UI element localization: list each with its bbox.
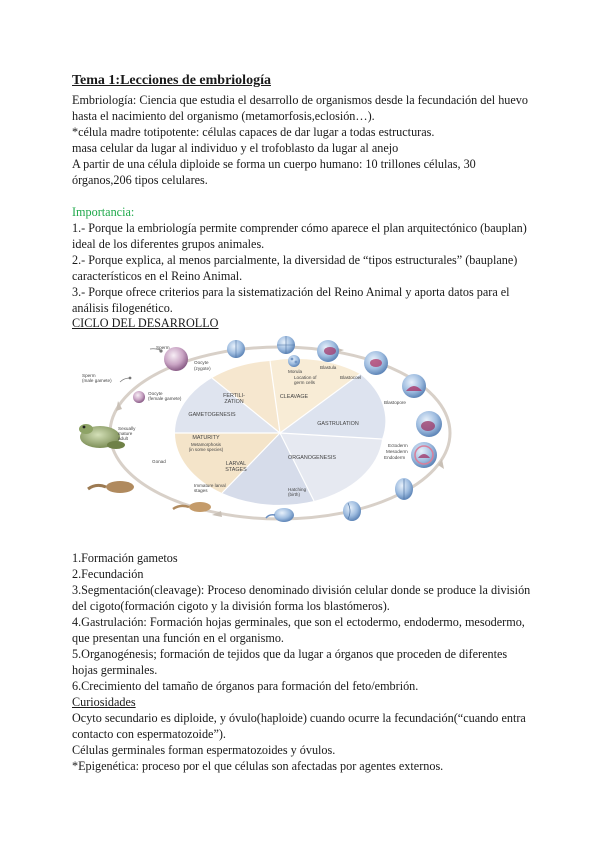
label-immature-2: stages <box>194 488 208 493</box>
label-cleavage: CLEAVAGE <box>279 394 309 400</box>
label-fertilization-2: ZATION <box>224 399 244 405</box>
development-cycle-diagram <box>72 331 504 531</box>
curiosidades-line: contacto con espermatozoide”). <box>72 727 226 741</box>
step-item: 6.Crecimiento del tamaño de órganos para formación del feto/embrión. <box>72 679 419 693</box>
label-organogenesis: ORGANOGENESIS <box>288 455 336 461</box>
blastula-image <box>317 340 339 362</box>
intro-line: Embriología: Ciencia que estudia el desarrollo de organismos desde la fecundación del huevo <box>72 93 528 107</box>
intro-line: A partir de una célula diploide se forma un cuerpo humano: 10 trillones células, 30 <box>72 157 476 171</box>
label-morula: Morula <box>288 369 303 374</box>
intro-line: masa celular da lugar al individuo y el trofoblasto da lugar al anejo <box>72 141 399 155</box>
label-germ-cells-1: Location of <box>294 375 317 380</box>
label-oocyte-female-2: (female gamete) <box>148 396 182 401</box>
step-item: 3.Segmentación(cleavage): Proceso denominado división celular donde se produce la división <box>72 583 531 597</box>
step-item: que presentan una función en el organismo. <box>72 631 284 645</box>
curiosidades-heading: Curiosidades <box>72 695 136 709</box>
label-metamorphosis-note: (in some species) <box>188 447 224 452</box>
label-hatching-1: Hatching <box>288 487 307 492</box>
ciclo-heading: CICLO DEL DESARROLLO <box>72 316 219 330</box>
importancia-line: característicos en el Reino Animal. <box>72 269 243 283</box>
intro-line: órganos,206 tipos celulares. <box>72 173 208 187</box>
label-sperm-male-1: Sperm <box>82 373 96 378</box>
label-germ-cells-2: germ cells <box>294 380 315 385</box>
cleavage-embryo-image <box>277 336 295 354</box>
germ-layers-embryo-image <box>411 442 437 468</box>
label-adult-3: adult <box>118 436 128 441</box>
page-title: Tema 1:Lecciones de embriología <box>72 73 271 88</box>
label-sperm: Sperm <box>156 345 170 350</box>
label-adult-2: mature <box>118 431 133 436</box>
step-item: 5.Organogénesis; formación de tejidos que da lugar a órganos que proceden de diferentes <box>72 647 508 661</box>
step-item: 2.Fecundación <box>72 567 144 581</box>
label-gametogenesis: GAMETOGENESIS <box>188 412 236 418</box>
label-zygote: (zygote) <box>194 366 211 371</box>
zygote-image <box>164 347 188 371</box>
importancia-line: ideal de los diferentes grupos animales. <box>72 237 265 251</box>
gastrula-image <box>402 374 426 398</box>
step-item: hojas germinales. <box>72 663 158 677</box>
neurula-image <box>395 478 413 500</box>
label-gonad: Gonad <box>152 459 166 464</box>
curiosidades-line: *Epigenética: proceso por el que células son afectadas por agentes externos. <box>72 759 444 773</box>
neurula-image <box>343 501 361 521</box>
importancia-line: 1.- Porque la embriología permite comprender cómo aparece el plan arquitectónico (bauplan) <box>72 221 527 235</box>
importancia-line: 2.- Porque explica, al menos parcialmente, la diversidad de “tipos estructurales” (bauplane) <box>72 253 518 267</box>
importancia-line: análisis filogenético. <box>72 301 173 315</box>
intro-line: *célula madre totipotente: células capaces de dar lugar a todas estructuras. <box>72 125 435 139</box>
label-fertilization-1: FERTILI- <box>223 393 245 399</box>
label-sperm-male-2: (male gamete) <box>82 378 112 383</box>
blastocoel-embryo-image <box>364 351 388 375</box>
step-item: 1.Formación gametos <box>72 551 178 565</box>
label-metamorphosis: Metamorphosis <box>190 442 222 447</box>
cleavage-embryo-image <box>227 340 245 358</box>
oocyte-image <box>133 391 145 403</box>
label-adult-1: Sexually <box>118 426 136 431</box>
label-larval-1: LARVAL <box>225 461 247 467</box>
label-gastrulation: GASTRULATION <box>317 421 359 427</box>
step-item: del cigoto(formación cigoto y la división forma los blastómeros). <box>72 599 390 613</box>
label-mesoderm: Mesoderm <box>386 449 408 454</box>
label-maturity: MATURITY <box>192 435 220 441</box>
label-blastula: Blastula <box>320 365 337 370</box>
curiosidades-line: Células germinales forman espermatozoides y óvulos. <box>72 743 336 757</box>
importancia-heading: Importancia: <box>72 205 135 219</box>
intro-line: hasta el nacimiento del organismo (metamorfosis,eclosión…). <box>72 109 375 123</box>
label-oocyte: Oocyte <box>194 360 209 365</box>
label-ectoderm: Ectoderm <box>388 443 408 448</box>
step-item: 4.Gastrulación: Formación hojas germinales, que son el ectodermo, endodermo, mesodermo, <box>72 615 525 629</box>
label-blastocoel: Blastocoel <box>340 375 362 380</box>
importancia-line: 3.- Porque ofrece criterios para la sistematización del Reino Animal y aporta datos para el <box>72 285 510 299</box>
curiosidades-line: Ocyto secundario es diploide, y óvulo(haploide) cuando ocurre la fecundación(“cuando entra <box>72 711 526 725</box>
label-hatching-2: (birth) <box>288 492 300 497</box>
label-endoderm: Endoderm <box>384 455 406 460</box>
label-immature-1: Immature larval <box>194 483 226 488</box>
label-oocyte-female-1: Oocyte <box>148 391 163 396</box>
label-blastopore: Blastopore <box>384 400 406 405</box>
morula-image <box>288 355 300 367</box>
gastrula-image <box>416 411 442 437</box>
label-larval-2: STAGES <box>225 467 247 473</box>
